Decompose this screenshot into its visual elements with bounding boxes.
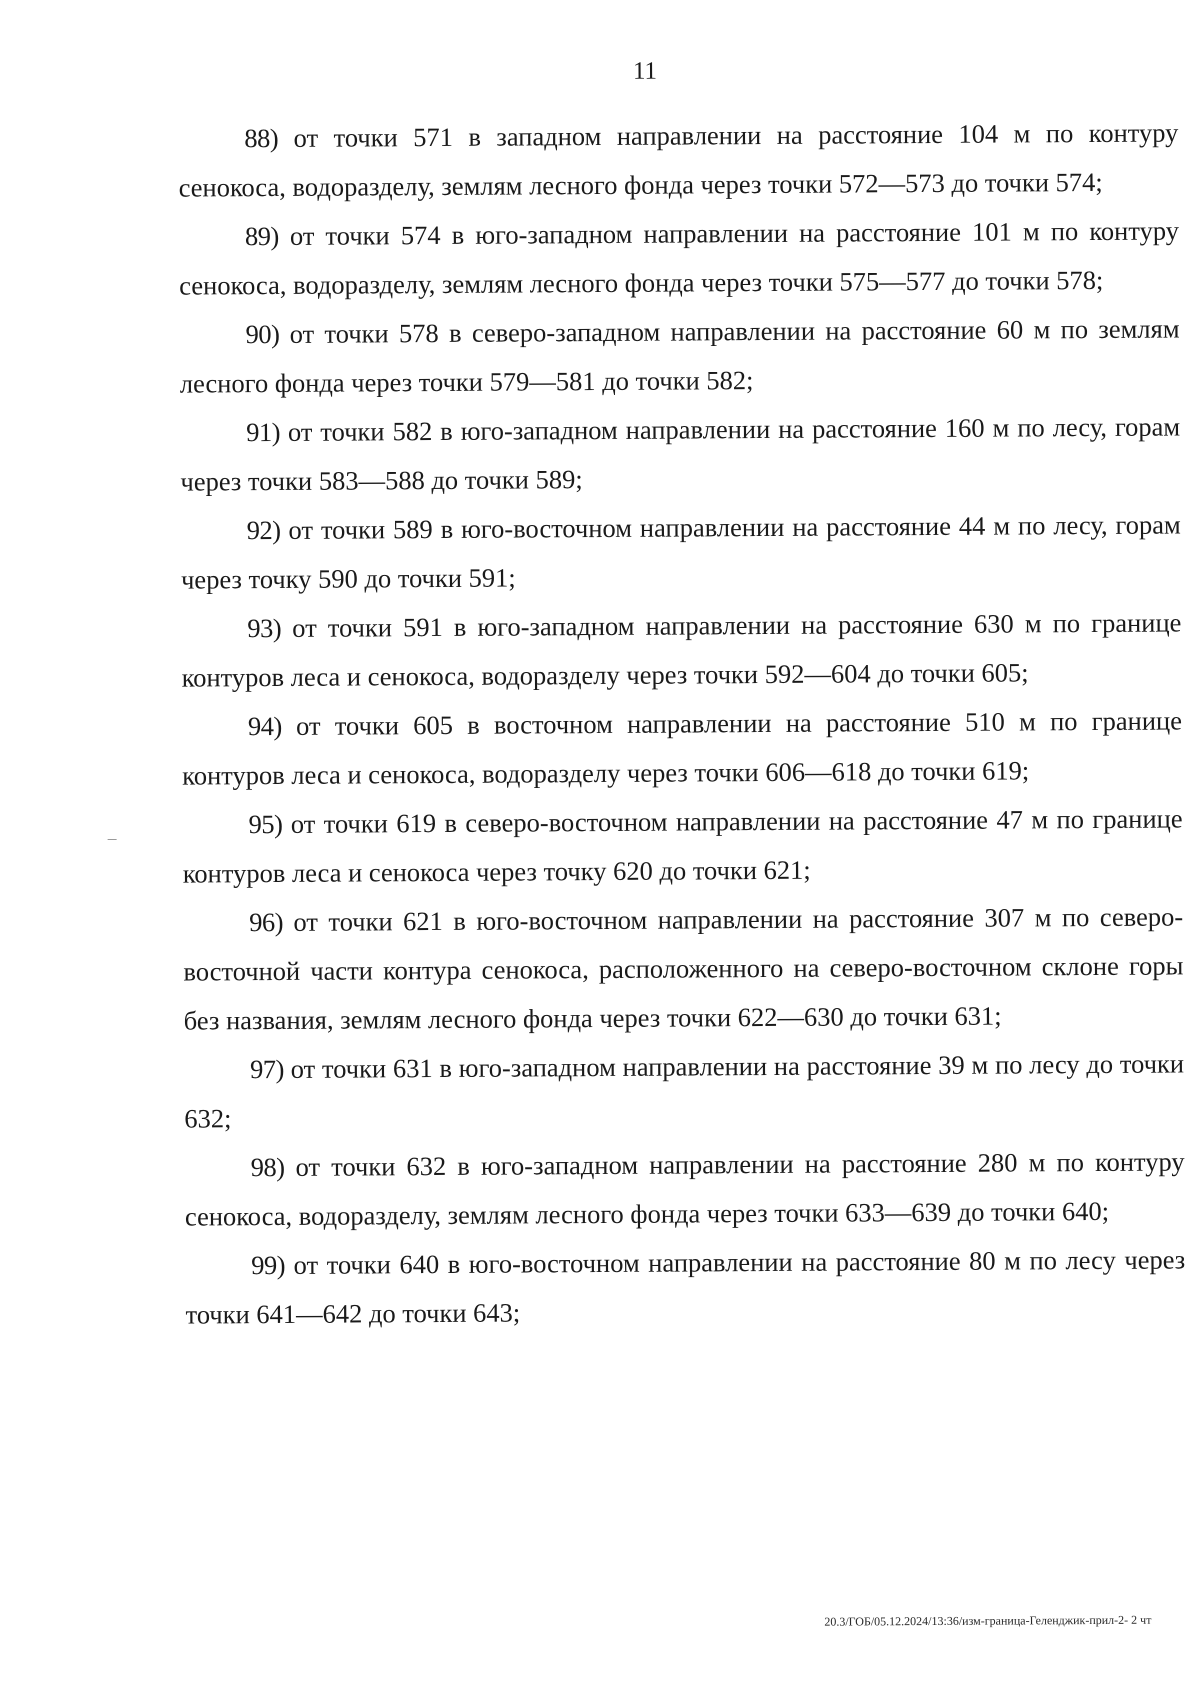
document-registration-stamp: 20.3/ГОБ/05.12.2024/13:36/изм-граница-Геленджик-прил-2- 2 чт bbox=[824, 1612, 1152, 1629]
item-number: 91) bbox=[246, 416, 281, 448]
item-number: 88) bbox=[244, 122, 279, 154]
item-text: от точки 632 в юго-западном направлении на расстояние 280 м по контуру сенокоса, водоразделу, землям лесного фонда через точки 633—639 до точки 640; bbox=[184, 1146, 1185, 1232]
item-number: 97) bbox=[249, 1053, 284, 1085]
list-item bbox=[184, 1039, 1185, 1143]
item-number: 93) bbox=[247, 612, 282, 644]
item-text: от точки 582 в юго-западном направлении на расстояние 160 м по лесу, горам через точки 583—588 до точки 589; bbox=[180, 411, 1181, 497]
list-item bbox=[181, 500, 1182, 604]
list-item bbox=[179, 304, 1180, 408]
item-number: 94) bbox=[247, 710, 282, 742]
list-item bbox=[178, 108, 1179, 212]
item-number: 92) bbox=[246, 514, 281, 546]
item-text: от точки 619 в северо-восточном направлении на расстояние 47 м по границе контуров леса и сенокоса через точку 620 до точки 621; bbox=[182, 803, 1183, 889]
item-text: от точки 640 в юго-восточном направлении на расстояние 80 м по лесу через точки 641—642 до точки 643; bbox=[185, 1244, 1186, 1330]
item-number: 98) bbox=[250, 1151, 285, 1183]
item-text: от точки 605 в восточном направлении на расстояние 510 м по границе контуров леса и сенокоса, водоразделу через точки 606—618 до точки 619; bbox=[182, 705, 1183, 791]
list-item bbox=[184, 1137, 1185, 1241]
scan-artifact-mark bbox=[108, 839, 117, 840]
page-number: 11 bbox=[632, 57, 658, 85]
item-text: от точки 631 в юго-западном направлении на расстояние 39 м по лесу до точки 632; bbox=[184, 1048, 1185, 1134]
item-number: 89) bbox=[244, 220, 279, 252]
item-text: от точки 591 в юго-западном направлении на расстояние 630 м по границе контуров леса и сенокоса, водоразделу через точки 592—604 до точки 605; bbox=[181, 607, 1182, 693]
item-number: 99) bbox=[251, 1249, 286, 1281]
item-text: от точки 621 в юго-восточном направлении на расстояние 307 м по северо-восточной части контура сенокоса, расположенного на северо-восточном склоне горы без названия, землям лесного фонда через точки 622—630 до точки 631; bbox=[183, 901, 1184, 1036]
list-item bbox=[179, 206, 1180, 310]
item-text: от точки 589 в юго-восточном направлении на расстояние 44 м по лесу, горам через точку 590 до точки 591; bbox=[180, 509, 1181, 595]
item-text: от точки 571 в западном направлении на расстояние 104 м по контуру сенокоса, водоразделу, землям лесного фонда через точки 572—573 до точки 574; bbox=[178, 117, 1179, 203]
list-item bbox=[182, 696, 1183, 800]
item-text: от точки 574 в юго-западном направлении на расстояние 101 м по контуру сенокоса, водоразделу, землям лесного фонда через точки 575—577 до точки 578; bbox=[179, 215, 1180, 301]
list-item bbox=[183, 892, 1184, 1045]
item-number: 90) bbox=[245, 318, 280, 350]
list-item bbox=[180, 402, 1181, 506]
item-text: от точки 578 в северо-западном направлении на расстояние 60 м по землям лесного фонда через точки 579—581 до точки 582; bbox=[179, 313, 1180, 399]
item-number: 95) bbox=[248, 808, 283, 840]
list-item bbox=[181, 598, 1182, 702]
item-number: 96) bbox=[249, 906, 284, 938]
list-item bbox=[185, 1235, 1186, 1339]
list-item bbox=[182, 794, 1183, 898]
document-body bbox=[178, 108, 1185, 1339]
